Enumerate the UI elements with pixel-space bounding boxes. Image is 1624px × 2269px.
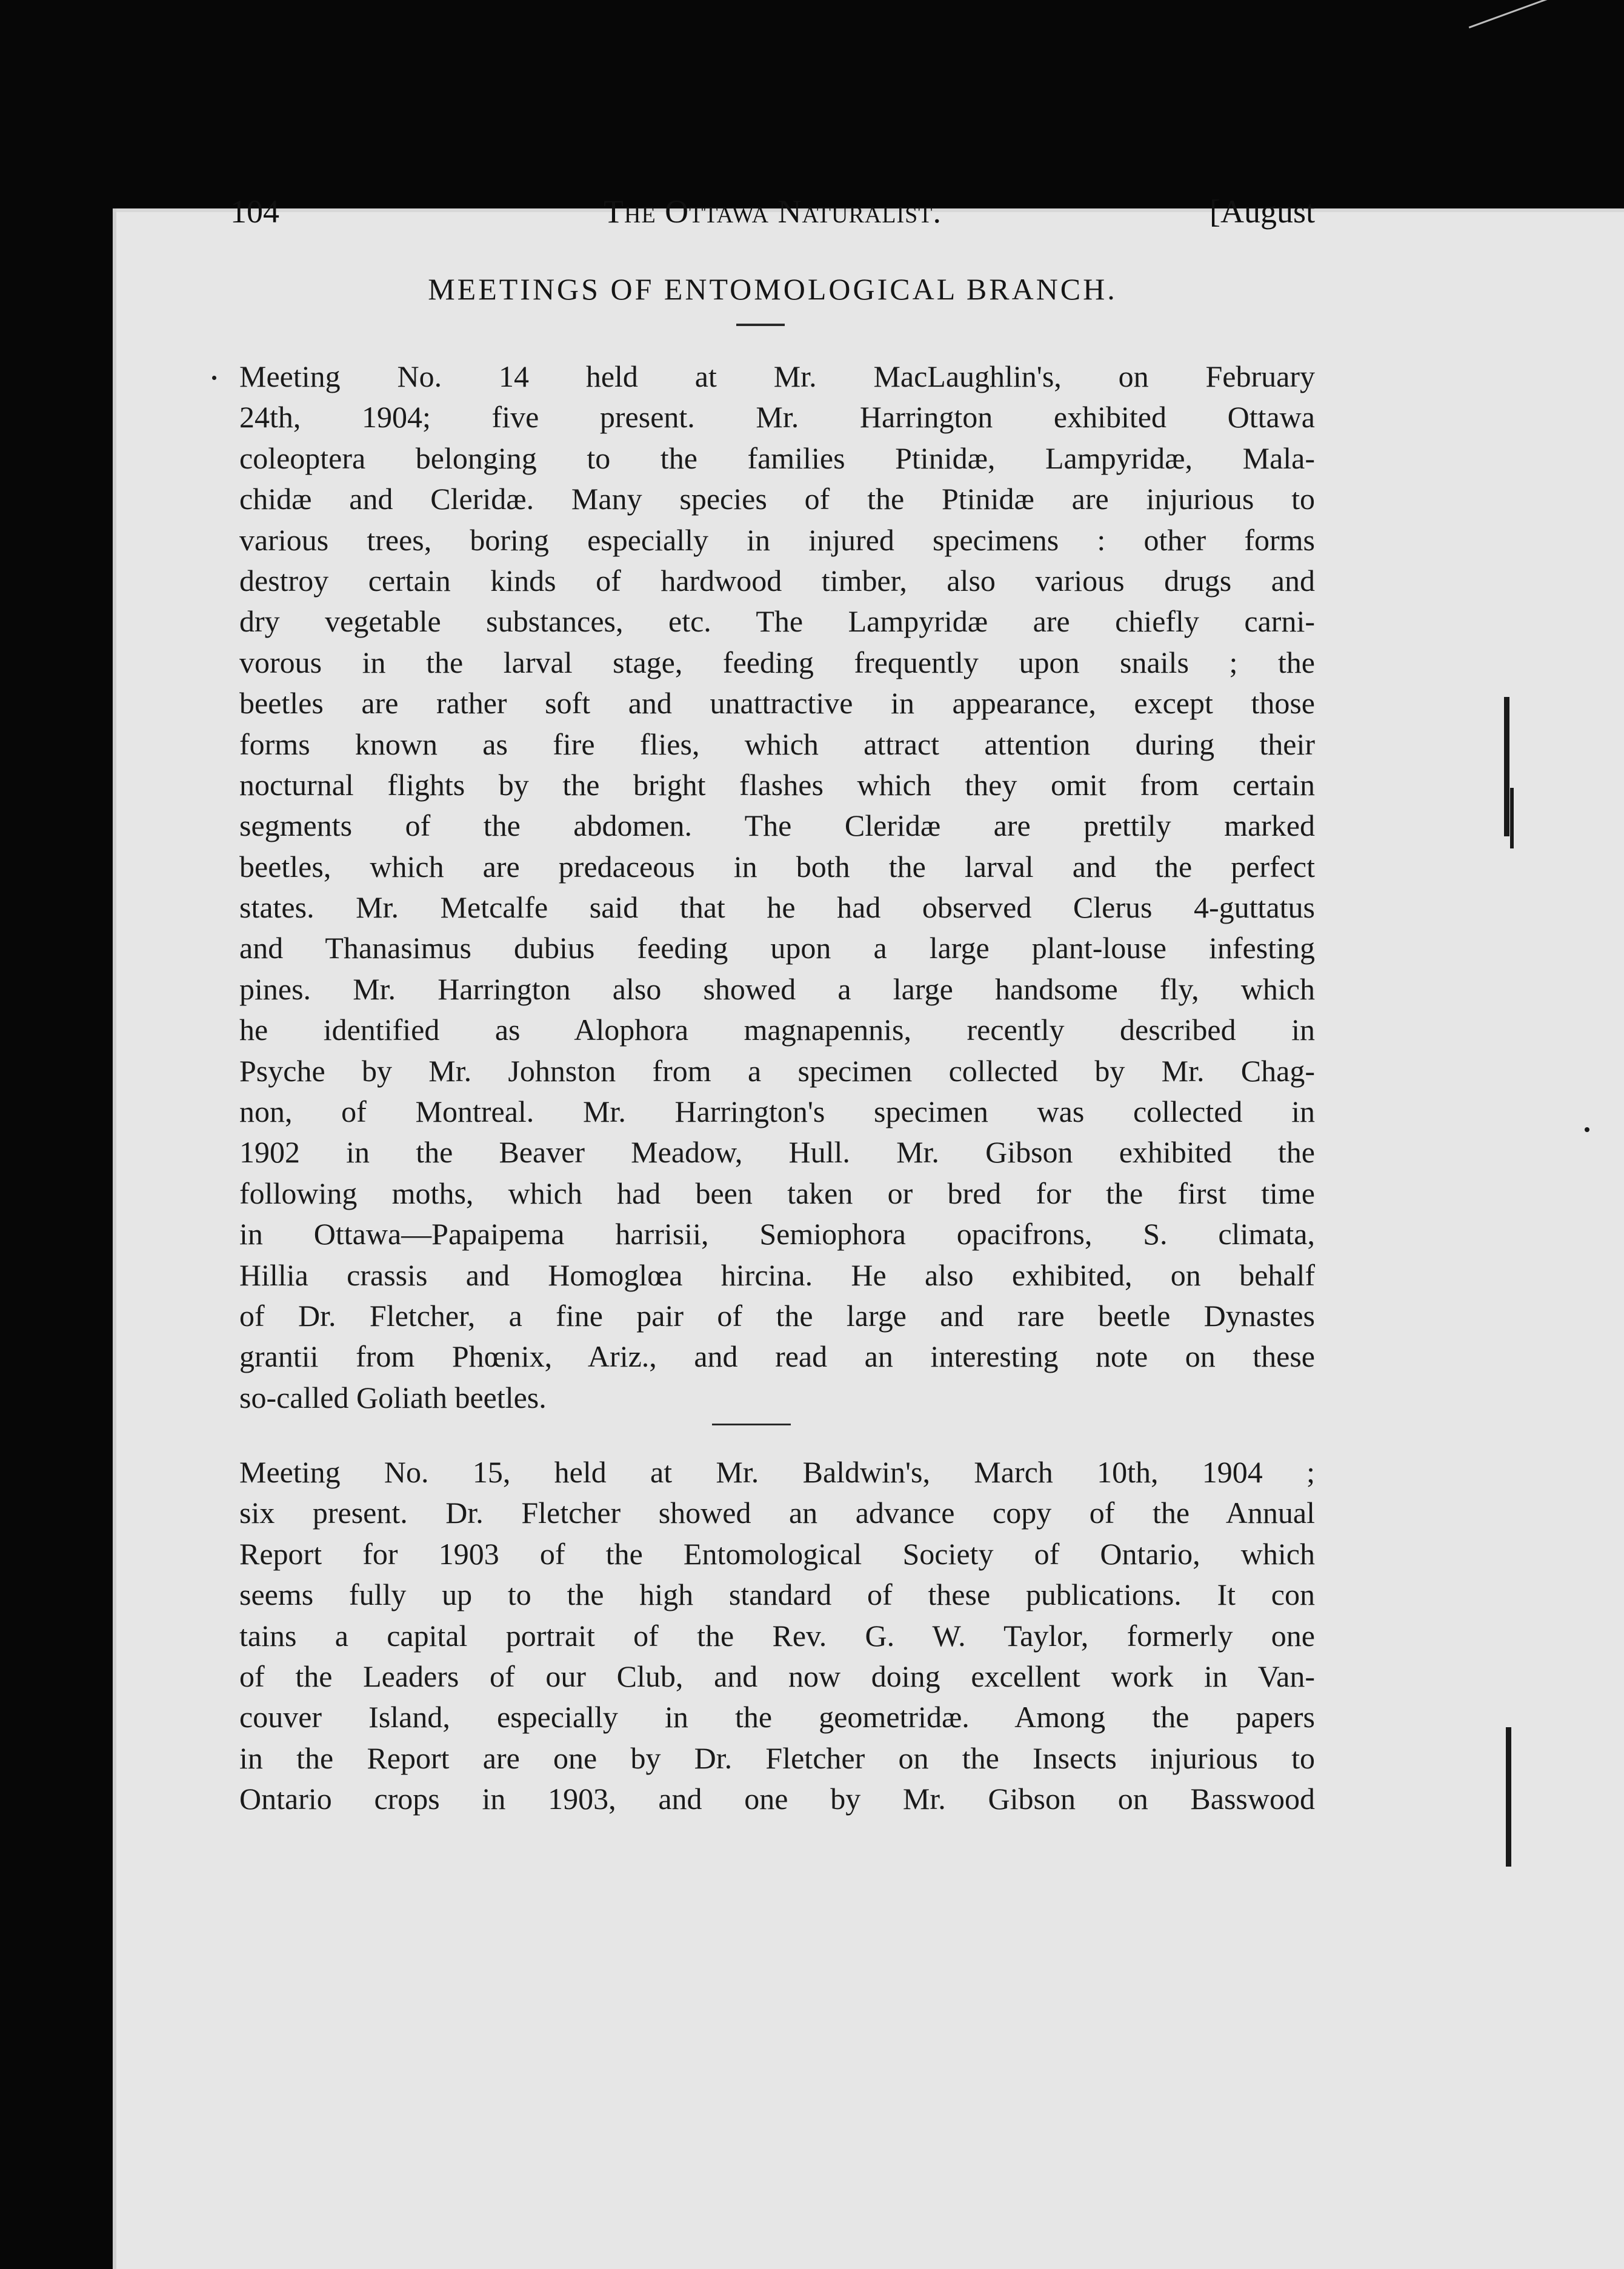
text-line: couver Island, especially in the geometridæ. Among the papers [239, 1700, 1315, 1734]
text-line: 24th, 1904; five present. Mr. Harrington exhibited Ottawa [239, 400, 1315, 435]
text-line: vorous in the larval stage, feeding frequently upon snails ; the [239, 645, 1315, 679]
text-line: Meeting No. 14 held at Mr. MacLaughlin's, on February [239, 359, 1315, 393]
text-line: Ontario crops in 1903, and one by Mr. Gibson on Basswood [239, 1782, 1315, 1816]
meeting-divider [712, 1424, 791, 1425]
section-title: MEETINGS OF ENTOMOLOGICAL BRANCH. [428, 272, 1117, 306]
meeting-15-paragraph [239, 1452, 1315, 1820]
text-line: segments of the abdomen. The Cleridæ are prettily marked [239, 808, 1315, 843]
text-line: non, of Montreal. Mr. Harrington's specimen was collected in [239, 1095, 1315, 1129]
page-number: 104 [230, 193, 279, 230]
meeting-14-paragraph [239, 356, 1315, 1418]
text-line: so-called Goliath beetles. [239, 1380, 547, 1414]
text-line: destroy certain kinds of hardwood timber, also various drugs and [239, 563, 1315, 598]
text-line: Psyche by Mr. Johnston from a specimen collected by Mr. Chag- [239, 1053, 1315, 1088]
text-line: in the Report are one by Dr. Fletcher on the Insects injurious to [239, 1741, 1315, 1775]
scan-artifact [1504, 697, 1509, 836]
text-line: grantii from Phœnix, Ariz., and read an interesting note on these [239, 1339, 1315, 1374]
text-line: forms known as fire flies, which attract attention during their [239, 727, 1315, 761]
text-line: beetles are rather soft and unattractive in appearance, except those [239, 686, 1315, 721]
text-line: tains a capital portrait of the Rev. G. W. Taylor, formerly one [239, 1618, 1315, 1653]
text-line: Hillia crassis and Homoglœa hircina. He also exhibited, on behalf [239, 1258, 1315, 1292]
issue-month: [August [1210, 193, 1315, 230]
text-line: beetles, which are predaceous in both the larval and the perfect [239, 849, 1315, 884]
text-line: following moths, which had been taken or bred for the first time [239, 1176, 1315, 1210]
scan-speck [212, 376, 216, 380]
text-line: of Dr. Fletcher, a fine pair of the large and rare beetle Dynastes [239, 1298, 1315, 1333]
text-line: nocturnal flights by the bright flashes which they omit from certain [239, 767, 1315, 802]
text-line: and Thanasimus dubius feeding upon a large plant-louse infesting [239, 931, 1315, 965]
text-line: Report for 1903 of the Entomological Society of Ontario, which [239, 1536, 1315, 1571]
scan-artifact [1506, 1727, 1511, 1867]
text-line: dry vegetable substances, etc. The Lampyridæ are chiefly carni- [239, 604, 1315, 639]
text-line: Meeting No. 15, held at Mr. Baldwin's, March 10th, 1904 ; [239, 1455, 1315, 1489]
text-line: coleoptera belonging to the families Ptinidæ, Lampyridæ, Mala- [239, 441, 1315, 475]
text-line: states. Mr. Metcalfe said that he had observed Clerus 4-guttatus [239, 890, 1315, 925]
text-line: six present. Dr. Fletcher showed an advance copy of the Annual [239, 1496, 1315, 1530]
text-line: he identified as Alophora magnapennis, recently described in [239, 1013, 1315, 1047]
text-line: seems fully up to the high standard of these publications. It con [239, 1578, 1315, 1612]
running-header [230, 193, 1315, 241]
text-line: 1902 in the Beaver Meadow, Hull. Mr. Gibson exhibited the [239, 1135, 1315, 1170]
text-line: various trees, boring especially in injured specimens : other forms [239, 522, 1315, 557]
text-line: chidæ and Cleridæ. Many species of the Ptinidæ are injurious to [239, 482, 1315, 516]
scan-scratch [1469, 0, 1549, 28]
scan-artifact [1510, 788, 1514, 848]
text-line: in Ottawa—Papaipema harrisii, Semiophora opacifrons, S. climata, [239, 1217, 1315, 1251]
text-line: pines. Mr. Harrington also showed a large handsome fly, which [239, 971, 1315, 1006]
scan-speck [1585, 1127, 1589, 1132]
journal-title: The Ottawa Naturalist. [604, 193, 942, 230]
title-divider [736, 324, 785, 326]
text-line: of the Leaders of our Club, and now doing excellent work in Van- [239, 1659, 1315, 1693]
